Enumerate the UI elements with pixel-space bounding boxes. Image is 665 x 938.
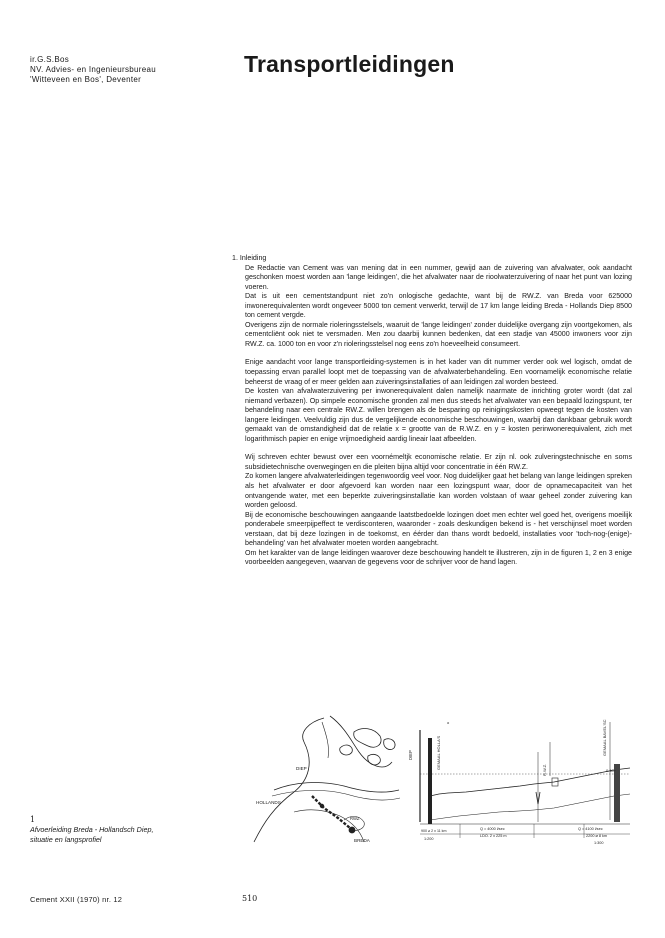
- caption-number: 1: [30, 815, 36, 824]
- profile-label-spec-left: 900 ⌀ 2 x 11 km: [421, 829, 447, 833]
- section-heading: [232, 254, 632, 264]
- profile-label-dot: o: [447, 720, 450, 725]
- paragraph: De kosten van afvalwaterzuivering per inwonerequivalent dalen namelijk naarmate de inrichting groter wordt (dat zal niemand verbazen). Op simpele economische gronden zal men dus steeds het afvalwater van een bepaald lozingspunt, ter behandeling naar een centrale RW.Z. willen brengen als de besparing op reinigingskosten opweegt tegen de kosten van langere leidingen. Veelvuldig zijn dus de vergelijkende economische beschouwingen, waarbij dan dankbaar gebruik wordt gemaakt van de omstandigheid dat de relatie x = grootte van de R.W.Z. en y = kosten perinwonerequivalent, zich met logarithmisch papier en enige vrijmoedigheid aardig lineair laat afbeelden.: [245, 387, 632, 443]
- caption-line: Afvoerleiding Breda - Hollandsch Diep,: [30, 825, 154, 834]
- author-company: NV. Advies- en Ingenieursbureau: [30, 65, 156, 74]
- situation-map: [254, 716, 400, 842]
- map-label-hollands: HOLLANDS: [256, 800, 281, 805]
- profile-label-scale-left: 1:200: [424, 837, 434, 841]
- journal-reference: Cement XXII (1970) nr. 12: [30, 895, 123, 904]
- profile-label-spec-right: 2200 ⌀ 8 km: [586, 834, 608, 838]
- paragraph: Dat is uit een cementstandpunt niet zo'n onlogische gedachte, want bij de RW.Z. van Breda voor 625000 inwonerequivalenten wordt ongeveer 5000 ton cement verwerkt, terwijl de 17 km lange leiding Breda - Hollands Diep 8500 ton cement vergde.: [245, 292, 632, 320]
- paragraph-list: [232, 264, 632, 568]
- section-title: Inleiding: [239, 254, 267, 262]
- section-number: 1.: [232, 254, 238, 262]
- paragraph: De Redactie van Cement was van mening dat in een nummer, gewijd aan de zuivering van afvalwater, ook aandacht geschonken moest worden aan 'lange leidingen', die het afvalwater naar de rioolwaterzuivering of naar het punt van lozing voeren.: [245, 263, 632, 291]
- figure-1: [234, 712, 634, 848]
- author-block: [30, 55, 156, 85]
- profile-label-scale-right: 1:300: [594, 841, 604, 845]
- map-label-rwz: RWZ: [350, 816, 360, 821]
- page-number: 510: [242, 894, 258, 903]
- profile-label-spec-mid: LDO. 2 x 225 m: [480, 834, 507, 838]
- map-label-breda: BREDA: [354, 838, 370, 843]
- figure-caption: [30, 815, 153, 845]
- paragraph: Bij de economische beschouwingen aangaande laatstbedoelde lozingen doet men echter wel goed het, overigens moeilijk ponderabele smeerpijpeffect te verdisconteren, waaronder - zoals deskundigen bekend is - het verschijnsel moet worden verstaan, dat bij deze lozingen in de toekomst, en éérder dan thans wordt bedoeld, installaties voor 'toch-nog-(enige)-behandeling' van het afvalwater moeten worden aangebracht.: [245, 510, 632, 548]
- caption-line: situatie en langsprofiel: [30, 835, 102, 844]
- article-title: Transportleidingen: [244, 51, 455, 77]
- profile-label-q-left: Q = 4000 l/sec: [480, 827, 505, 831]
- profile-label-diep: DIEP: [408, 750, 413, 760]
- profile-label-rwz: R.W.Z.: [542, 763, 547, 776]
- paragraph: Zo komen langere afvalwaterleidingen tegenwoordig veel voor. Nog duidelijker gaat het belang van lange leidingen spreken als het afvalwater er door afgevoerd kan worden naar een lozingspunt waar, door de opnamecapaciteit van het ontvangende water, met een beperkte zuiveringsinstallatie kan worden volstaan of waar geheel zonder zuivering kan worden geloosd.: [245, 472, 632, 510]
- map-label-diep: DIEP: [296, 766, 307, 771]
- paragraph: Overigens zijn de normale rioleringsstelsels, waaruit de 'lange leidingen' zonder duidelijke overgang zijn voortgekomen, als cementcliënt ook niet te versmaden. Men zou daarbij kunnen bedenken, dat een stadje van 45000 inwoners voor zijn RW.Z. ca. 1000 ton en voor z'n rioleringsstelsel nog eens zo'n hoeveelheid consumeert.: [245, 320, 632, 348]
- paragraph: Wij schreven echter bewust over een voornémeltjk economische relatie. Er zijn nl. ook zulveringstechnische en soms subsidietechnische overwegingen en die pleiten bijna altijd voor concentratie in één RW.Z.: [245, 453, 632, 471]
- article-body: [232, 254, 632, 568]
- author-company-location: 'Witteveen en Bos', Deventer: [30, 75, 142, 84]
- author-name: ir.G.S.Bos: [30, 55, 70, 64]
- profile-label-left-station: GEMAAL HOLLA'S: [436, 735, 441, 770]
- profile-label-level: 0.40+: [606, 768, 617, 773]
- longitudinal-profile: [420, 722, 630, 838]
- paragraph: Enige aandacht voor lange transportleiding-systemen is in het kader van dit nummer verder ook wel logisch, omdat de toepassing ervan parallel loopt met de toepassing van de afvalwaterbehandeling. Een voornamelijk economische relatie beheerst de vraag of er meer gelden aan zuiveringsinstallaties of aan leidingen zal worden besteed.: [245, 358, 632, 386]
- profile-label-right-station: GEMAAL BAVEL'SC: [602, 719, 607, 756]
- profile-label-q-mid: Q = 4100 l/sec: [578, 827, 603, 831]
- paragraph: Om het karakter van de lange leidingen waarover deze beschouwing handelt te illustreren, zijn in de figuren 1, 2 en 3 enige voorbeelden aangegeven, waarvan de gegevens voor de schrijver voor de hand lagen.: [245, 548, 632, 567]
